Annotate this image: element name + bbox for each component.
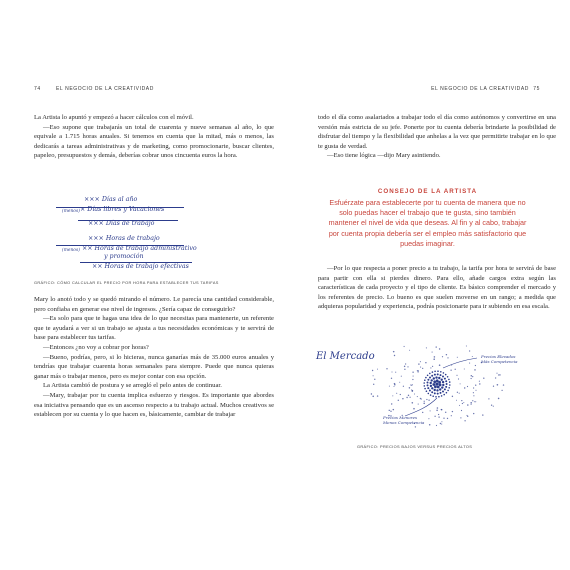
core-dot xyxy=(440,392,442,394)
core-dot xyxy=(424,385,426,387)
core-dot xyxy=(433,380,436,383)
core-dot xyxy=(444,378,446,380)
core-dot xyxy=(442,376,444,378)
core-dot xyxy=(447,376,449,378)
scatter-dot xyxy=(460,417,461,418)
body-text-top xyxy=(34,113,274,161)
core-dot xyxy=(432,395,434,397)
scatter-dot xyxy=(424,401,425,402)
figure-caption: GRÁFICO: PRECIOS BAJOS VERSUS PRECIOS ALTOS xyxy=(357,444,473,449)
core-dot xyxy=(435,376,437,378)
scatter-dot xyxy=(405,363,406,364)
scatter-dot xyxy=(447,357,448,358)
scatter-dot xyxy=(422,368,423,369)
scatter-dot xyxy=(432,352,433,353)
calc-line: y promoción xyxy=(104,253,144,260)
core-dot xyxy=(442,384,444,386)
core-dot xyxy=(441,395,443,397)
scatter-dot xyxy=(464,387,465,388)
core-dot xyxy=(437,370,439,372)
core-dot xyxy=(433,377,435,379)
scatter-dot xyxy=(394,383,396,385)
label-pointer-bottom xyxy=(405,398,437,416)
scatter-dot xyxy=(432,366,433,367)
scatter-dot xyxy=(475,385,476,386)
scatter-dot xyxy=(475,401,476,402)
core-dot xyxy=(432,371,434,373)
core-dot xyxy=(426,390,428,392)
scatter-dot xyxy=(464,368,465,369)
scatter-dot xyxy=(457,392,458,393)
core-dot xyxy=(427,379,429,381)
market-label-low: Precios Menores Menos Competencia xyxy=(383,415,425,425)
core-dot xyxy=(424,379,426,381)
scatter-dot xyxy=(458,378,459,379)
scatter-dot xyxy=(473,387,474,388)
scatter-dot xyxy=(371,393,372,394)
right-page xyxy=(285,0,570,570)
scatter-dot xyxy=(407,366,408,367)
core-dot xyxy=(427,387,429,389)
core-dot xyxy=(430,382,432,384)
core-dot xyxy=(443,372,445,374)
scatter-dot xyxy=(470,403,471,404)
scatter-dot xyxy=(377,369,378,370)
core-dot xyxy=(425,377,427,379)
core-dot xyxy=(429,377,431,379)
scatter-dot xyxy=(409,397,410,398)
scatter-dot xyxy=(499,374,501,376)
scatter-dot xyxy=(463,402,464,403)
core-dot xyxy=(438,381,441,384)
body-text-top xyxy=(318,113,556,161)
scatter-dot xyxy=(482,414,483,415)
scatter-dot xyxy=(441,424,442,425)
scatter-dot xyxy=(474,401,475,402)
core-dot xyxy=(434,371,436,373)
scatter-dot xyxy=(467,404,469,406)
scatter-dot xyxy=(372,370,373,371)
scatter-dot xyxy=(400,394,401,395)
figure-caption: GRÁFICO: CÓMO CALCULAR EL PRECIO POR HORA PARA ESTABLECER TUS TARIFAS xyxy=(34,280,219,285)
scatter-dot xyxy=(412,372,413,373)
scatter-dot xyxy=(403,386,404,387)
scatter-dot xyxy=(411,385,412,386)
scatter-dot xyxy=(452,396,453,397)
scatter-dot xyxy=(471,375,473,377)
scatter-dot xyxy=(498,374,499,375)
core-dot xyxy=(434,385,437,388)
scatter-dot xyxy=(496,373,497,374)
running-title: EL NEGOCIO DE LA CREATIVIDAD xyxy=(56,86,154,92)
core-dot xyxy=(434,389,436,391)
scatter-dot xyxy=(441,421,442,422)
core-dot xyxy=(434,374,436,376)
scatter-dot xyxy=(473,392,474,393)
core-dot xyxy=(440,374,442,376)
core-dot xyxy=(431,379,433,381)
scatter-dot xyxy=(418,363,419,364)
scatter-dot xyxy=(372,396,374,398)
paragraph: La Artista lo apuntó y empezó a hacer cálculos con el móvil. xyxy=(34,114,194,121)
scatter-dot xyxy=(417,370,418,371)
scatter-dot xyxy=(440,423,441,424)
core-dot xyxy=(424,388,426,390)
core-dot xyxy=(446,392,448,394)
scatter-dot xyxy=(408,395,409,396)
scatter-dot xyxy=(441,409,442,410)
scatter-dot xyxy=(461,410,462,411)
paragraph: —Bueno, podrías, pero, si lo hicieras, nunca ganarías más de 35.000 euros anuales y tendrías que trabajar cuarenta horas semanales para siempre. Puede que nunca quieras ganar más o trabajar menos, pero es mejor contar con esa opción. xyxy=(34,353,274,380)
core-dot xyxy=(430,394,432,396)
scatter-dot xyxy=(446,354,447,355)
page-number: 75 xyxy=(533,86,540,92)
scatter-dot xyxy=(503,384,504,385)
core-dots xyxy=(423,370,450,397)
scatter-dot xyxy=(373,384,374,385)
scatter-dot xyxy=(390,411,391,412)
scatter-dot xyxy=(404,366,405,367)
scatter-dot xyxy=(425,362,426,363)
scatter-dot xyxy=(412,379,413,380)
scatter-dot xyxy=(436,425,437,426)
scatter-dot xyxy=(391,403,392,404)
core-dot xyxy=(437,386,440,389)
paragraph: todo el día como asalariados a trabajar todo el día como autónomos y convertirse en una versión más estricta de su jefe. Ponerte por tu cuenta debería brindarte la posibilidad de disfrutar del tiempo y la flexibilidad que anhelas a la vez que permitirte trabajar en lo que te gusta de verdad. xyxy=(318,114,556,150)
calc-line: ××× Días al año xyxy=(84,196,138,203)
scatter-dot xyxy=(488,398,489,399)
scatter-dot xyxy=(409,387,410,388)
scatter-dot xyxy=(495,377,496,378)
scatter-dot xyxy=(426,347,427,348)
label-pointer-top xyxy=(443,358,477,368)
core-dot xyxy=(431,387,433,389)
scatter-dot xyxy=(410,385,411,386)
core-dot xyxy=(442,391,444,393)
scatter-dot xyxy=(426,399,427,400)
scatter-dot xyxy=(434,416,435,417)
core-dot xyxy=(448,379,450,381)
scatter-dot xyxy=(433,358,435,360)
scatter-dot xyxy=(493,386,494,387)
core-dot xyxy=(430,385,432,387)
core-dot xyxy=(441,379,443,381)
scatter-dot xyxy=(456,375,457,376)
core-dot xyxy=(440,371,442,373)
scatter-dot xyxy=(452,411,453,412)
paragraph: —Por lo que respecta a poner precio a tu trabajo, la tarifa por hora te servirá de base para partir con ella si pierdes dinero. Para ello, añade cargos extra según las características de cada proyecto y el tipo de cliente. Es básico comprender el mercado y los referentes de precio. Lo bueno es que suelen moverse en un rango; a medida que adquieras popularidad y experiencia, podrás posicionarte para ir subiendo en esa escala. xyxy=(318,265,556,311)
scatter-dot xyxy=(421,399,422,400)
scatter-dot xyxy=(439,364,441,366)
scatter-dot xyxy=(428,400,429,401)
body-text-bottom xyxy=(34,295,274,420)
scatter-dot xyxy=(377,395,378,396)
scatter-dot xyxy=(470,402,471,403)
scatter-dot xyxy=(395,372,396,373)
scatter-dot xyxy=(413,408,415,410)
scatter-dot xyxy=(391,371,392,372)
callout-title: CONSEJO DE LA ARTISTA xyxy=(377,188,478,195)
paragraph: La Artista cambió de postura y se arregló el pelo antes de continuar. xyxy=(43,382,222,390)
core-dot xyxy=(431,391,433,393)
page-number: 74 xyxy=(34,86,41,92)
core-dot xyxy=(439,388,441,390)
paragraph: —Eso supone que trabajarás un total de cuarenta y nueve semanas al año, lo que equivale a 1.715 horas anuales. Si tenemos en cuenta que la mitad, más o menos, las dedicarás a tareas administrativas y de marketing, como promocionarte, buscar clientes, papeleo, presupuestos y demás, deberías cobrar unos cincuenta euros la hora. xyxy=(34,123,274,160)
scatter-dot xyxy=(459,393,460,394)
core-dot xyxy=(439,384,442,387)
scatter-dot xyxy=(459,405,460,406)
calc-prefix: (menos) xyxy=(62,248,80,253)
calc-line: × Días libres y Vacaciones xyxy=(80,206,165,213)
scatter-dot xyxy=(374,379,375,380)
scatter-dot xyxy=(498,398,500,400)
scatter-dot xyxy=(469,363,470,364)
scatter-dot xyxy=(393,409,394,410)
scatter-dot xyxy=(409,350,410,351)
scatter-dot xyxy=(455,369,456,370)
scatter-dot xyxy=(418,404,419,405)
core-dot xyxy=(434,392,436,394)
scatter-dot xyxy=(472,400,473,401)
scatter-dot xyxy=(443,418,444,419)
calc-line: ××× Horas de trabajo xyxy=(88,235,160,242)
core-dot xyxy=(428,393,430,395)
core-dot xyxy=(447,390,449,392)
scatter-dot xyxy=(464,420,465,421)
scatter-dot xyxy=(469,350,470,351)
scatter-dot xyxy=(473,413,474,414)
market-label-high: Precios Elevados Más Competencia xyxy=(481,354,518,364)
scatter-dot xyxy=(497,384,499,386)
running-title: EL NEGOCIO DE LA CREATIVIDAD xyxy=(431,86,529,92)
scatter-dot xyxy=(438,414,439,415)
scatter-dot xyxy=(412,390,414,392)
paragraph: —Entonces ¿no voy a cobrar por horas? xyxy=(43,343,149,351)
scatter-dot xyxy=(439,348,440,349)
scatter-dot xyxy=(472,376,473,377)
scatter-dot xyxy=(473,395,474,396)
core-dot xyxy=(436,379,439,382)
scatter-dot xyxy=(436,346,437,347)
scatter-dot xyxy=(493,406,494,407)
scatter-dot xyxy=(501,390,502,391)
core-dot xyxy=(435,396,437,398)
scatter-dot xyxy=(460,383,461,384)
scatter-dot xyxy=(466,345,467,346)
scatter-dot xyxy=(475,365,476,366)
core-dot xyxy=(431,375,433,377)
scatter-dot xyxy=(402,398,403,399)
core-dot xyxy=(438,396,440,398)
callout-body: Esfuérzate para establecerte por tu cuenta de manera que no solo puedas hacer el trabajo que te gusta, sino también mantener el nivel de vida que deseas. Al fin y al cabo, trabajar por cuenta propia debería ser el empleo más satisfactorio que puedas imaginar. xyxy=(328,198,527,248)
body-text-bottom xyxy=(318,264,556,312)
scatter-dot xyxy=(394,355,395,356)
core-dot xyxy=(446,383,448,385)
calc-line: ×× Horas de trabajo efectivas xyxy=(92,263,189,270)
scatter-dot xyxy=(437,407,439,409)
scatter-dot xyxy=(393,351,395,353)
core-dot xyxy=(438,377,440,379)
scatter-dot xyxy=(456,400,457,401)
scatter-dot xyxy=(398,400,399,401)
scatter-dot xyxy=(467,386,468,387)
scatter-dot xyxy=(417,396,418,397)
scatter-dot xyxy=(386,368,387,369)
paragraph: —Es solo para que te hagas una idea de lo que necesitas para mantenerte, un referente que te ayudará a ver si un trabajo se ajusta a tus necesidades económicas y te servirá de base para establecer tus tarifas. xyxy=(34,315,274,342)
paragraph: —Eso tiene lógica —dijo Mary asintiendo. xyxy=(327,152,441,160)
scatter-dot xyxy=(483,378,484,379)
scatter-dot xyxy=(472,356,473,357)
core-dot xyxy=(437,393,439,395)
scatter-dot xyxy=(392,395,393,396)
market-title: El Mercado xyxy=(316,351,375,362)
scatter-dot xyxy=(373,375,374,376)
scatter-dot xyxy=(436,410,438,412)
scatter-dot xyxy=(429,424,431,426)
calc-line: ××× Días de trabajo xyxy=(88,220,155,227)
core-dot xyxy=(448,387,450,389)
core-dot xyxy=(442,381,444,383)
scatter-dot xyxy=(447,418,448,419)
scatter-dot xyxy=(457,357,458,358)
scatter-dot xyxy=(451,415,452,416)
core-dot xyxy=(441,386,443,388)
scatter-dot xyxy=(442,356,443,357)
core-dot xyxy=(427,382,429,384)
scatter-dot xyxy=(438,416,439,417)
scatter-dot xyxy=(450,370,451,371)
scatter-dot xyxy=(461,400,462,401)
scatter-dot xyxy=(389,386,390,387)
scatter-dot xyxy=(479,381,480,382)
core-dot xyxy=(427,375,429,377)
scatter-dot xyxy=(470,378,471,379)
scatter-dot xyxy=(428,418,429,419)
scatter-dot xyxy=(434,356,436,358)
scatter-dot xyxy=(462,403,463,404)
scatter-dot xyxy=(491,405,492,406)
core-dot xyxy=(445,380,447,382)
scatter-dot xyxy=(475,390,476,391)
scatter-dot xyxy=(479,383,480,384)
core-dot xyxy=(443,394,445,396)
scatter-dot xyxy=(394,386,395,387)
scatter-dot xyxy=(414,393,415,394)
calc-line: ×× Horas de trabajo administrativo xyxy=(82,245,197,252)
scatter-dot xyxy=(423,403,425,405)
scatter-dot xyxy=(391,378,392,379)
scatter-dot xyxy=(401,376,402,377)
scatter-dot xyxy=(415,426,416,427)
core-dot xyxy=(449,381,451,383)
paragraph: Mary lo anotó todo y se quedó mirando el número. Le parecía una cantidad considerable, pero confiaba en generar ese nivel de ingresos. ¿Sería capaz de conseguirlo? xyxy=(34,296,274,313)
core-dot xyxy=(436,389,438,391)
core-dot xyxy=(445,386,447,388)
scatter-dot xyxy=(404,346,405,347)
scatter-dot xyxy=(417,371,418,372)
scatter-dot xyxy=(420,367,421,368)
core-dot xyxy=(429,390,431,392)
scatter-dot xyxy=(430,367,431,368)
core-dot xyxy=(444,388,446,390)
scatter-dot xyxy=(430,410,431,411)
scatter-dot xyxy=(412,402,414,404)
scatter-dot xyxy=(420,361,421,362)
core-dot xyxy=(437,373,439,375)
scatter-dot xyxy=(396,393,397,394)
scatter-dot xyxy=(422,412,423,413)
core-dot xyxy=(429,373,431,375)
paragraph: —Mary, trabajar por tu cuenta implica esfuerzo y riesgos. Es importante que abordes esa iniciativa pensando que es un ascenso respecto a tu trabajo actual. Muchos creativos se establecen por su cuenta y lo que hacen es, básicamente, cambiar de trabajar xyxy=(34,391,274,419)
core-dot xyxy=(449,384,451,386)
core-dot xyxy=(435,382,438,385)
scatter-dot xyxy=(399,382,400,383)
calc-prefix: (menos) xyxy=(62,209,80,214)
scatter-dot xyxy=(413,376,414,377)
scatter-dot xyxy=(474,369,476,371)
core-dot xyxy=(427,384,429,386)
scatter-dot xyxy=(406,397,407,398)
core-dot xyxy=(423,382,425,384)
scatter-dot xyxy=(466,415,467,416)
scatter-dot xyxy=(445,412,446,413)
scatter-dot xyxy=(404,369,405,370)
scatter-dot xyxy=(388,410,389,411)
core-dot xyxy=(445,374,447,376)
core-dot xyxy=(432,383,435,386)
